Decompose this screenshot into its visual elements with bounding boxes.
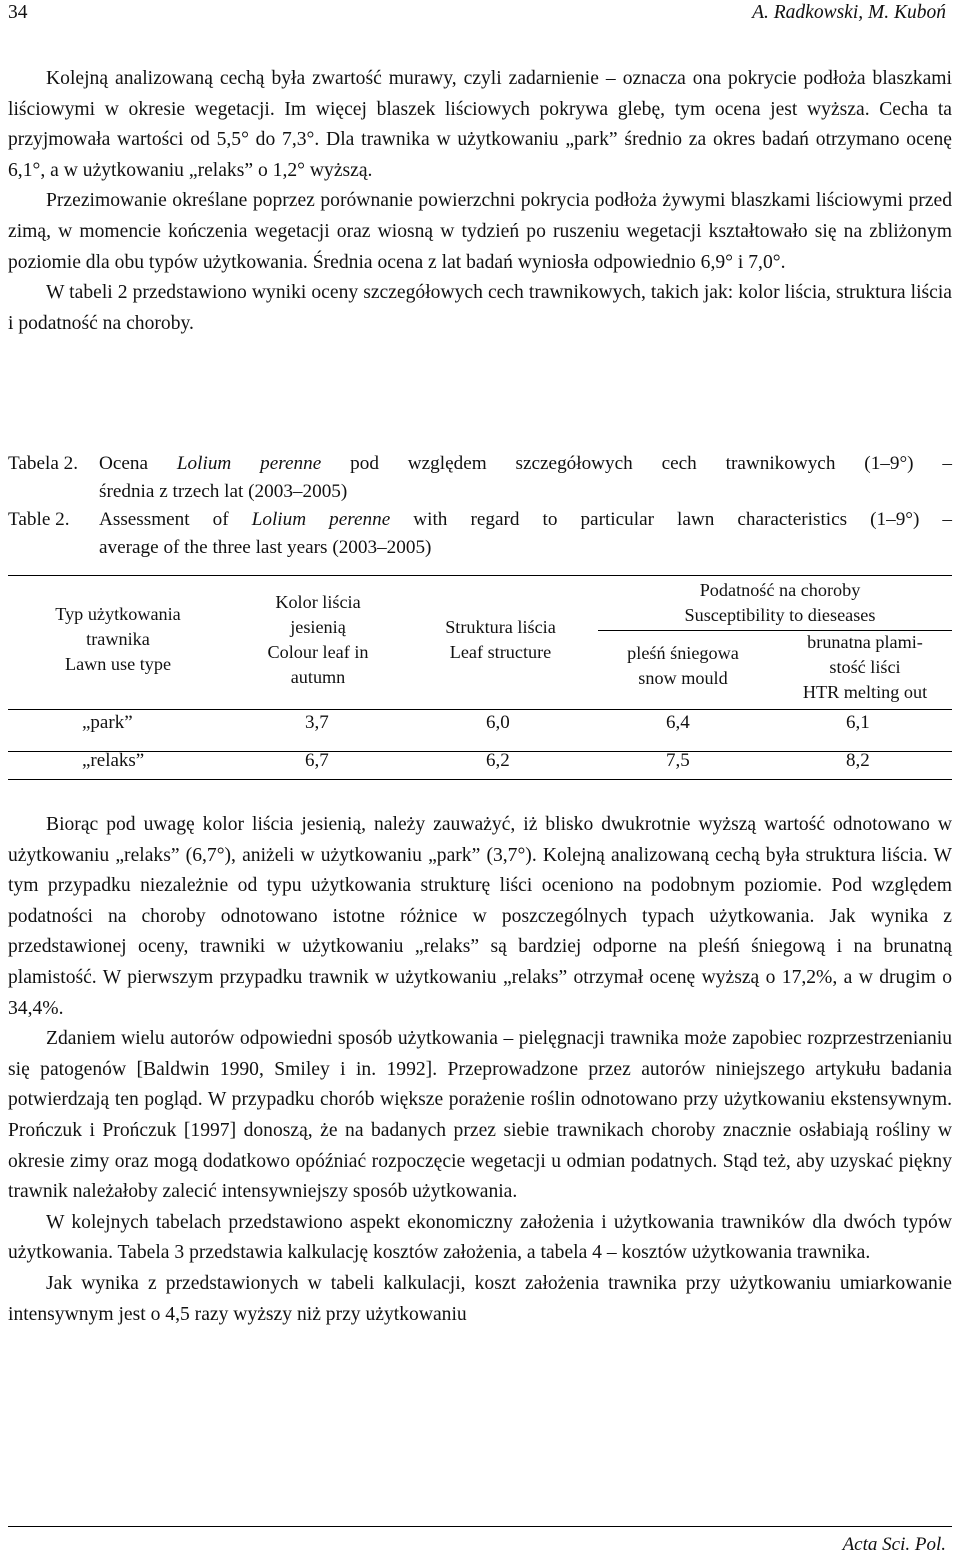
paragraph-economics-intro: W kolejnych tabelach przedstawiono aspekt ekonomiczny założenia i użytkowania trawników dla dwóch typów użytkowania. Tabela 3 przedstawia kalkulację kosztów założenia, a tabela 4 – kosztów użytkowania trawnika. xyxy=(8,1211,952,1264)
section-after-table xyxy=(8,810,952,1330)
cell-snow-mould: 6,4 xyxy=(666,712,690,733)
header-colour: Kolor liścia jesienią Colour leaf in autumn xyxy=(267,592,369,687)
table-row xyxy=(8,749,952,773)
header-snow-mould: pleśń śniegowa snow mould xyxy=(627,643,739,688)
header-use-type: Typ użytkowania trawnika Lawn use type xyxy=(55,604,181,674)
table-caption-english: Table 2. Assessment of Lolium perenne with regard to particular lawn characteristics (1–9°) – average of the three last years (2003–2005) xyxy=(8,506,952,562)
cell-colour: 3,7 xyxy=(305,712,329,733)
table-bottom-rule xyxy=(8,779,952,780)
cell-snow-mould: 7,5 xyxy=(666,750,690,771)
caption-label: Tabela 2. xyxy=(8,453,79,474)
footer-rule xyxy=(8,1526,952,1527)
table-caption-polish: Tabela 2. Ocena Lolium perenne pod względem szczegółowych cech trawnikowych (1–9°) – średnia z trzech lat (2003–2005) xyxy=(8,450,952,506)
cell-htr: 6,1 xyxy=(846,712,870,733)
journal-footer: Acta Sci. Pol. xyxy=(842,1534,946,1555)
cell-htr: 8,2 xyxy=(846,750,870,771)
section-before-table xyxy=(8,64,952,339)
species-name: Lolium perenne xyxy=(251,509,391,530)
header-susceptibility: Podatność na choroby Susceptibility to dieseases xyxy=(684,580,876,625)
paragraph-compactness: Kolejną analizowaną cechą była zwartość murawy, czyli zadarnienie – oznacza ona pokrycie podłoża blaszkami liściowymi w okresie wegetacji. Im więcej blaszek liściowych pokrywa glebę, tym ocena jest wyższa. Cecha ta przyjmowała wartości od 5,5° do 7,3°. Dla trawnika w użytkowaniu „park” średnio za okres badań otrzymano ocenę 6,1°, a w użytkowaniu „relaks” o 1,2° wyższą. xyxy=(8,68,952,181)
paragraph-table-discussion: Biorąc pod uwagę kolor liścia jesienią, należy zauważyć, iż blisko dwukrotnie wyższą wartość odnotowano w użytkowaniu „relaks” (6,7°), aniżeli w użytkowaniu „park” (3,7°). Kolejną analizowaną cechą była struktura liścia. W tym przypadku niezależnie od typu użytkowania strukturę liści oceniono na podobnym poziomie. Pod względem podatności na choroby odnotowano istotne różnice w poszczególnych typach użytkowania. Jak wynika z przedstawionej oceny, trawniki w użytkowaniu „relaks” są bardziej odporne na pleśń śniegową i na brunatną plamistość. W pierwszym przypadku trawnik w użytkowaniu „relaks” otrzymał ocenę wyższą o 17,2%, a w drugim o 34,4%. xyxy=(8,814,952,1019)
paragraph-table-intro: W tabeli 2 przedstawiono wyniki oceny szczegółowych cech trawnikowych, takich jak: kolor liścia, struktura liścia i podatność na choroby. xyxy=(8,282,952,334)
cell-use-type: „relaks” xyxy=(82,750,145,771)
page-number: 34 xyxy=(8,2,28,23)
cell-colour: 6,7 xyxy=(305,750,329,771)
page-header xyxy=(8,2,946,28)
paragraph-overwintering: Przezimowanie określane poprzez porównanie powierzchni pokrycia podłoża żywymi blaszkami liściowymi przed zimą, w momencie kończenia wegetacji oraz wiosną w tydzień po ruszeniu wegetacji kształtowało się na zbliżonym poziomie dla obu typów użytkowania. Średnia ocena z lat badań wyniosła odpowiednio 6,9° i 7,0°. xyxy=(8,190,952,273)
cell-structure: 6,0 xyxy=(486,712,510,733)
table-top-rule xyxy=(8,575,952,576)
header-htr: brunatna plami- stość liści HTR melting out xyxy=(802,632,928,702)
species-name: Lolium perenne xyxy=(176,453,322,474)
header-structure: Struktura liścia Leaf structure xyxy=(445,617,556,662)
table-row xyxy=(8,711,952,735)
paragraph-literature: Zdaniem wielu autorów odpowiedni sposób użytkowania – pielęgnacji trawnika może zapobiec rozprzestrzenianiu się patogenów [Baldwin 1990, Smiley i in. 1992]. Przeprowadzone przez autorów niniejszego artykułu badania potwierdzają ten pogląd. W przypadku chorób większe porażenie roślin odnotowano przy użytkowaniu ekstensywnym. Prończuk i Prończuk [1997] donoszą, że na badanych przez siebie trawnikach choroby znacznie osłabiają rośliny w okresie zimy oraz mogą dodatkowo opóźniać rozpoczęcie wegetacji u odmian podatnych. Stąd też, aby uzyskać piękny trawnik należałoby zalecić intensywniejszy sposób użytkowania. xyxy=(8,1028,952,1203)
cell-structure: 6,2 xyxy=(486,750,510,771)
caption-label: Table 2. xyxy=(8,509,70,530)
paragraph-cost-result: Jak wynika z przedstawionych w tabeli kalkulacji, koszt założenia trawnika przy użytkowaniu umiarkowanie intensywnym jest o 4,5 razy wyższy niż przy użytkowaniu xyxy=(8,1272,952,1325)
table-header-rule xyxy=(8,709,952,710)
results-table xyxy=(8,575,952,780)
running-head-authors: A. Radkowski, M. Kuboń xyxy=(752,2,946,23)
cell-use-type: „park” xyxy=(82,712,133,733)
